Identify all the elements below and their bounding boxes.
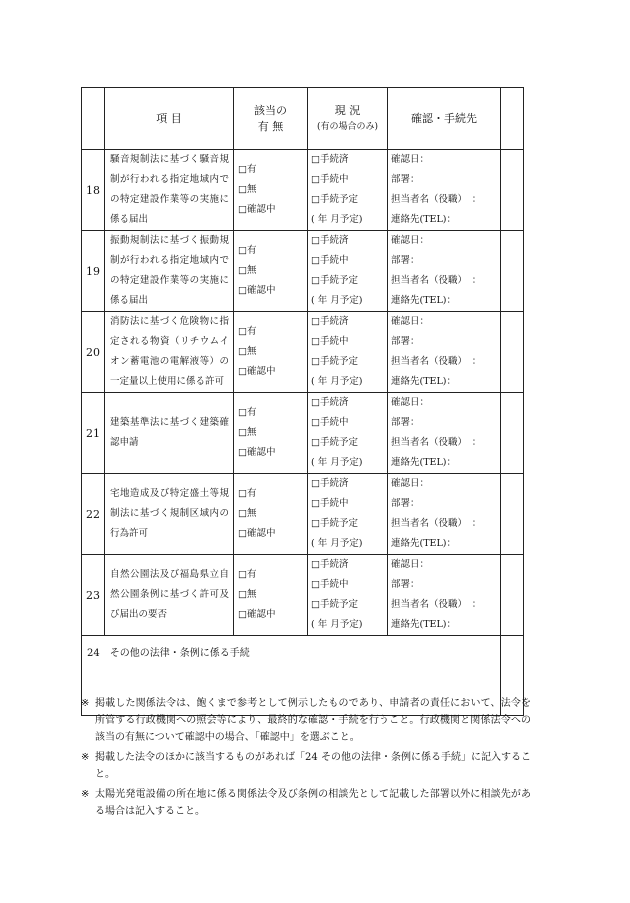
row-number: 19 (82, 231, 105, 312)
confirm-field[interactable]: 確認日： (391, 397, 430, 408)
scheduled-date[interactable]: ( 年 月予定) (311, 457, 363, 468)
confirm-fields (388, 555, 501, 636)
note-mark: ※ (81, 752, 90, 763)
applicable-checkbox[interactable]: □無 (238, 508, 257, 519)
row-number: 18 (82, 150, 105, 231)
status-checkbox[interactable]: □手続済 (311, 154, 349, 165)
row-blank (501, 312, 524, 393)
applicable-checkbox[interactable]: □無 (238, 427, 257, 438)
applicable-checkbox[interactable]: □確認中 (238, 447, 276, 458)
confirm-field[interactable]: 部署： (391, 174, 420, 185)
row-item: 建築基準法に基づく建築確認申請 (105, 393, 234, 474)
applicable-options (234, 555, 308, 636)
confirm-field[interactable]: 連絡先(TEL)： (391, 457, 456, 468)
applicable-checkbox[interactable]: □有 (238, 164, 257, 175)
note-2 (81, 749, 531, 783)
scheduled-date[interactable]: ( 年 月予定) (311, 214, 363, 225)
confirm-field[interactable]: 確認日： (391, 154, 430, 165)
header-confirm: 確認・手続先 (388, 88, 501, 150)
table-row (82, 312, 524, 393)
row-blank (501, 474, 524, 555)
applicable-checkbox[interactable]: □有 (238, 326, 257, 337)
scheduled-date[interactable]: ( 年 月予定) (311, 538, 363, 549)
applicable-checkbox[interactable]: □確認中 (238, 204, 276, 215)
confirm-field[interactable]: 連絡先(TEL)： (391, 538, 456, 549)
confirm-field[interactable]: 担当者名（役職） ： (391, 194, 482, 205)
confirm-fields (388, 231, 501, 312)
scheduled-date[interactable]: ( 年 月予定) (311, 376, 363, 387)
applicable-checkbox[interactable]: □確認中 (238, 609, 276, 620)
status-options (308, 555, 388, 636)
row-blank (501, 150, 524, 231)
row-item: 振動規制法に基づく振動規制が行われる指定地域内での特定建設作業等の実施に係る届出 (105, 231, 234, 312)
row-number: 21 (82, 393, 105, 474)
confirm-field[interactable]: 担当者名（役職） ： (391, 437, 482, 448)
status-checkbox[interactable]: □手続済 (311, 397, 349, 408)
row-item: 宅地造成及び特定盛土等規制法に基づく規制区域内の行為許可 (105, 474, 234, 555)
applicable-checkbox[interactable]: □確認中 (238, 528, 276, 539)
confirm-field[interactable]: 連絡先(TEL)： (391, 376, 456, 387)
row-number: 23 (82, 555, 105, 636)
confirm-field[interactable]: 部署： (391, 417, 420, 428)
row-item: 自然公園法及び福島県立自然公園条例に基づく許可及び届出の要否 (105, 555, 234, 636)
status-checkbox[interactable]: □手続済 (311, 235, 349, 246)
note-text: 掲載した関係法令は、飽くまで参考として例示したものであり、申請者の責任において、法令を所管する行政機関への照会等により、最終的な確認・手続を行うこと。行政機関と関係法令への該当の有無について確認中の場合、「確認中」を選ぶこと。 (95, 698, 531, 743)
status-checkbox[interactable]: □手続予定 (311, 437, 358, 448)
header-item: 項 目 (105, 88, 234, 150)
table-row (82, 474, 524, 555)
confirm-field[interactable]: 連絡先(TEL)： (391, 214, 456, 225)
row-blank (501, 231, 524, 312)
applicable-options (234, 150, 308, 231)
status-checkbox[interactable]: □手続中 (311, 255, 349, 266)
row-number: 22 (82, 474, 105, 555)
confirm-field[interactable]: 確認日： (391, 235, 430, 246)
row-blank (501, 555, 524, 636)
confirm-field[interactable]: 確認日： (391, 559, 430, 570)
note-mark: ※ (81, 698, 90, 709)
confirm-fields (388, 150, 501, 231)
scheduled-date[interactable]: ( 年 月予定) (311, 619, 363, 630)
applicable-checkbox[interactable]: □有 (238, 407, 257, 418)
scheduled-date[interactable]: ( 年 月予定) (311, 295, 363, 306)
table-row (82, 555, 524, 636)
row-blank (501, 393, 524, 474)
header-number (82, 88, 105, 150)
other-procedures-label[interactable]: 24 その他の法律・条例に係る手続 (82, 636, 501, 716)
status-checkbox[interactable]: □手続済 (311, 559, 349, 570)
applicable-checkbox[interactable]: □無 (238, 589, 257, 600)
header-applicable-line2: 有 無 (257, 119, 284, 133)
confirm-field[interactable]: 確認日： (391, 316, 430, 327)
confirm-field[interactable]: 連絡先(TEL)： (391, 619, 456, 630)
confirm-field[interactable]: 担当者名（役職） ： (391, 599, 482, 610)
status-checkbox[interactable]: □手続中 (311, 579, 349, 590)
confirm-field[interactable]: 部署： (391, 336, 420, 347)
note-3 (81, 786, 531, 820)
status-checkbox[interactable]: □手続中 (311, 498, 349, 509)
row-item: 消防法に基づく危険物に指定される物資（リチウムイオン蓄電池の電解液等）の一定量以上使用に係る許可 (105, 312, 234, 393)
header-applicable-line1: 該当の (254, 103, 287, 117)
status-checkbox[interactable]: □手続済 (311, 478, 349, 489)
notes (81, 695, 531, 823)
table-row (82, 231, 524, 312)
applicable-checkbox[interactable]: □無 (238, 346, 257, 357)
applicable-checkbox[interactable]: □有 (238, 569, 257, 580)
applicable-checkbox[interactable]: □確認中 (238, 285, 276, 296)
confirm-fields (388, 312, 501, 393)
status-checkbox[interactable]: □手続中 (311, 174, 349, 185)
confirm-field[interactable]: 連絡先(TEL)： (391, 295, 456, 306)
header-blank (501, 88, 524, 150)
applicable-checkbox[interactable]: □確認中 (238, 366, 276, 377)
header-applicable (234, 88, 308, 150)
status-options (308, 474, 388, 555)
confirm-fields (388, 393, 501, 474)
row-item: 騒音規制法に基づく騒音規制が行われる指定地域内での特定建設作業等の実施に係る届出 (105, 150, 234, 231)
status-checkbox[interactable]: □手続済 (311, 316, 349, 327)
status-checkbox[interactable]: □手続予定 (311, 194, 358, 205)
applicable-checkbox[interactable]: □無 (238, 265, 257, 276)
confirm-field[interactable]: 担当者名（役職） ： (391, 356, 482, 367)
status-checkbox[interactable]: □手続中 (311, 336, 349, 347)
row-number: 20 (82, 312, 105, 393)
confirm-field[interactable]: 確認日： (391, 478, 430, 489)
applicable-options (234, 474, 308, 555)
status-checkbox[interactable]: □手続中 (311, 417, 349, 428)
table-row (82, 393, 524, 474)
status-options (308, 393, 388, 474)
header-status (308, 88, 388, 150)
header-status-line2: (有の場合のみ) (316, 121, 379, 132)
header-status-line1: 現 況 (334, 103, 361, 117)
confirm-field[interactable]: 担当者名（役職） ： (391, 275, 482, 286)
status-options (308, 231, 388, 312)
status-checkbox[interactable]: □手続予定 (311, 356, 358, 367)
applicable-options (234, 312, 308, 393)
confirm-field[interactable]: 部署： (391, 255, 420, 266)
status-options (308, 312, 388, 393)
applicable-options (234, 231, 308, 312)
status-checkbox[interactable]: □手続予定 (311, 275, 358, 286)
confirm-field[interactable]: 担当者名（役職） ： (391, 518, 482, 529)
note-text: 太陽光発電設備の所在地に係る関係法令及び条例の相談先として記載した部署以外に相談先がある場合は記入すること。 (95, 789, 531, 817)
status-checkbox[interactable]: □手続予定 (311, 599, 358, 610)
header-row (82, 88, 524, 150)
applicable-options (234, 393, 308, 474)
status-options (308, 150, 388, 231)
note-1 (81, 695, 531, 746)
table-row (82, 150, 524, 231)
confirm-field[interactable]: 部署： (391, 498, 420, 509)
status-checkbox[interactable]: □手続予定 (311, 518, 358, 529)
applicable-checkbox[interactable]: □有 (238, 245, 257, 256)
note-text: 掲載した法令のほかに該当するものがあれば「24 その他の法律・条例に係る手続」に記入すること。 (95, 752, 531, 780)
applicable-checkbox[interactable]: □無 (238, 184, 257, 195)
procedures-table (81, 87, 524, 716)
confirm-fields (388, 474, 501, 555)
confirm-field[interactable]: 部署： (391, 579, 420, 590)
applicable-checkbox[interactable]: □有 (238, 488, 257, 499)
note-mark: ※ (81, 789, 90, 800)
